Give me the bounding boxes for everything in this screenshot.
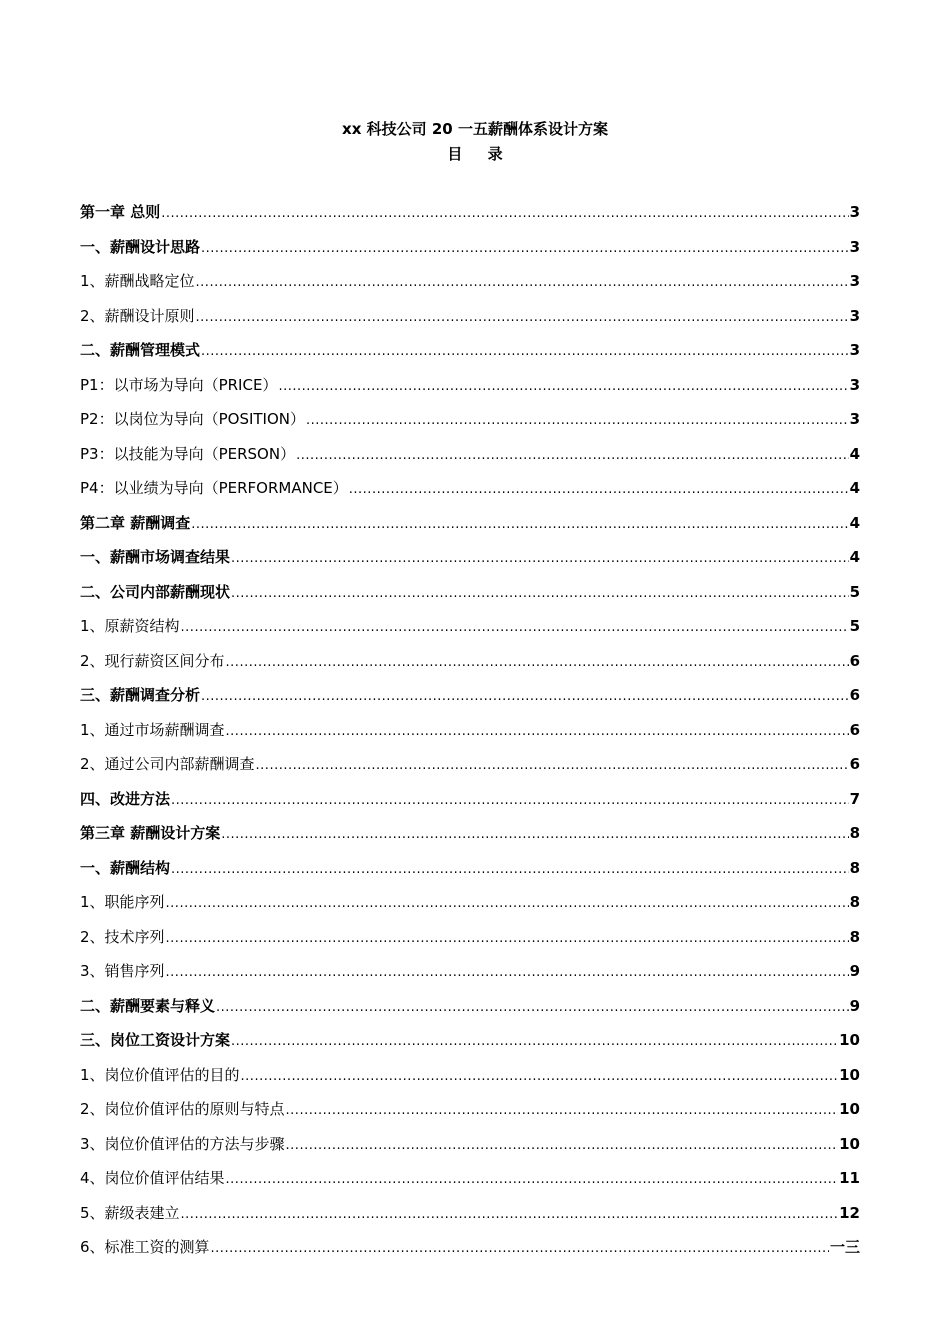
toc-entry-page-number: 5 — [849, 582, 860, 601]
toc-entry[interactable] — [80, 1133, 860, 1168]
toc-entry-label: 第一章 总则 — [80, 203, 161, 221]
toc-entry[interactable] — [80, 512, 860, 547]
toc-entry[interactable] — [80, 753, 860, 788]
toc-entry-page-number: 3 — [849, 341, 860, 359]
toc-entry-label: 2、现行薪资区间分布 — [80, 651, 225, 670]
toc-entry-label: 第二章 薪酬调查 — [80, 513, 191, 532]
toc-entry-label: 1、原薪资结构 — [80, 617, 180, 635]
toc-entry-label: 一、薪酬结构 — [80, 858, 171, 877]
toc-entry[interactable] — [80, 236, 860, 271]
toc-entry[interactable] — [80, 615, 860, 650]
toc-entry-page-number: 3 — [849, 375, 860, 394]
toc-entry-label: 5、薪级表建立 — [80, 1203, 180, 1222]
toc-leader-dots — [226, 721, 849, 743]
toc-entry-page-number: 8 — [849, 824, 860, 842]
toc-heading: 目 录 — [447, 145, 513, 163]
toc-leader-dots — [226, 652, 849, 674]
toc-entry-page-number: 11 — [839, 1169, 860, 1187]
toc-entry-page-number: 3 — [849, 272, 860, 290]
toc-entry[interactable] — [80, 546, 860, 581]
toc-entry[interactable] — [80, 1167, 860, 1202]
toc-entry-page-number: 4 — [849, 548, 860, 566]
toc-entry-label: 1、职能序列 — [80, 893, 165, 911]
toc-leader-dots — [221, 824, 848, 846]
toc-entry[interactable] — [80, 822, 860, 857]
toc-entry[interactable] — [80, 891, 860, 926]
toc-leader-dots — [166, 928, 849, 950]
toc-entry-page-number: 10 — [839, 1100, 860, 1118]
toc-entry[interactable] — [80, 1098, 860, 1133]
toc-entry-page-number: 10 — [839, 1065, 860, 1084]
toc-entry[interactable] — [80, 1029, 860, 1064]
toc-leader-dots — [286, 1100, 839, 1122]
toc-entry-label: 四、改进方法 — [80, 789, 171, 808]
toc-entry-label: 6、标准工资的测算 — [80, 1238, 210, 1256]
toc-leader-dots — [306, 410, 849, 432]
toc-entry[interactable] — [80, 650, 860, 685]
toc-entry-label: P1：以市场为导向（PRICE） — [80, 375, 278, 394]
toc-entry-label: 2、通过公司内部薪酬调查 — [80, 755, 255, 773]
toc-entry-label: 1、通过市场薪酬调查 — [80, 720, 225, 739]
toc-entry-page-number: 12 — [839, 1203, 860, 1222]
toc-entry[interactable] — [80, 684, 860, 719]
toc-entry-label: 二、公司内部薪酬现状 — [80, 582, 231, 601]
toc-entry-label: 一、薪酬市场调查结果 — [80, 548, 231, 566]
toc-entry[interactable] — [80, 960, 860, 995]
toc-entry-label: 3、岗位价值评估的方法与步骤 — [80, 1134, 285, 1153]
toc-entry-page-number: 3 — [849, 237, 860, 256]
toc-entry[interactable] — [80, 374, 860, 409]
toc-entry-label: 4、岗位价值评估结果 — [80, 1169, 225, 1187]
toc-entry-page-number: 3 — [849, 306, 860, 325]
toc-entry-page-number: 6 — [849, 651, 860, 670]
toc-entry-page-number: 9 — [849, 962, 860, 980]
toc-entry-page-number: 10 — [839, 1031, 860, 1049]
toc-entry-label: P2：以岗位为导向（POSITION） — [80, 410, 306, 428]
toc-entry-label: 三、薪酬调查分析 — [80, 686, 201, 704]
toc-entry[interactable] — [80, 788, 860, 823]
toc-entry-page-number: 6 — [849, 686, 860, 704]
toc-leader-dots — [166, 962, 849, 984]
table-of-contents — [80, 201, 860, 1271]
toc-entry[interactable] — [80, 1064, 860, 1099]
toc-entry[interactable] — [80, 857, 860, 892]
toc-entry[interactable] — [80, 1236, 860, 1271]
toc-entry-label: 二、薪酬管理模式 — [80, 341, 201, 359]
toc-entry-page-number: 6 — [849, 755, 860, 773]
toc-entry[interactable] — [80, 339, 860, 374]
toc-entry[interactable] — [80, 719, 860, 754]
toc-leader-dots — [201, 238, 849, 260]
toc-entry[interactable] — [80, 443, 860, 478]
toc-entry-page-number: 5 — [849, 617, 860, 635]
toc-leader-dots — [196, 272, 849, 294]
toc-entry[interactable] — [80, 581, 860, 616]
toc-entry-label: 1、薪酬战略定位 — [80, 272, 195, 290]
toc-leader-dots — [181, 617, 849, 639]
toc-leader-dots — [256, 755, 849, 777]
toc-leader-dots — [201, 686, 849, 708]
toc-leader-dots — [296, 445, 848, 467]
toc-entry-label: P4：以业绩为导向（PERFORMANCE） — [80, 479, 348, 497]
toc-entry[interactable] — [80, 995, 860, 1030]
toc-leader-dots — [201, 341, 849, 363]
toc-leader-dots — [286, 1135, 839, 1157]
toc-leader-dots — [278, 376, 848, 398]
toc-entry-label: 2、岗位价值评估的原则与特点 — [80, 1100, 285, 1118]
toc-entry[interactable] — [80, 1202, 860, 1237]
toc-entry-label: 一、薪酬设计思路 — [80, 237, 201, 256]
toc-entry-page-number: 8 — [849, 927, 860, 946]
toc-entry[interactable] — [80, 270, 860, 305]
toc-leader-dots — [216, 997, 849, 1019]
toc-entry[interactable] — [80, 305, 860, 340]
toc-entry-page-number: 8 — [849, 858, 860, 877]
toc-entry[interactable] — [80, 201, 860, 236]
toc-entry-page-number: 4 — [849, 479, 860, 497]
toc-entry-page-number: 10 — [839, 1134, 860, 1153]
toc-entry-label: 三、岗位工资设计方案 — [80, 1031, 231, 1049]
toc-entry-label: 2、技术序列 — [80, 927, 165, 946]
toc-leader-dots — [231, 1031, 838, 1053]
toc-entry-label: 1、岗位价值评估的目的 — [80, 1065, 240, 1084]
toc-leader-dots — [211, 1238, 829, 1260]
toc-leader-dots — [171, 790, 849, 812]
toc-entry-page-number: 4 — [849, 444, 860, 463]
toc-entry-page-number: 6 — [849, 720, 860, 739]
toc-entry-page-number: 8 — [849, 893, 860, 911]
toc-entry-page-number: 4 — [849, 513, 860, 532]
toc-entry-page-number: 3 — [849, 410, 860, 428]
toc-entry-label: 二、薪酬要素与释义 — [80, 996, 216, 1015]
toc-entry-page-number: 一三 — [829, 1238, 860, 1256]
toc-entry-page-number: 9 — [849, 996, 860, 1015]
toc-entry[interactable] — [80, 477, 860, 512]
toc-entry-label: 2、薪酬设计原则 — [80, 306, 195, 325]
toc-leader-dots — [241, 1066, 839, 1088]
toc-entry-label: 第三章 薪酬设计方案 — [80, 824, 221, 842]
toc-leader-dots — [196, 307, 849, 329]
toc-leader-dots — [349, 479, 849, 501]
document-title: xx 科技公司 20 一五薪酬体系设计方案 — [342, 120, 608, 138]
toc-leader-dots — [181, 1204, 839, 1226]
toc-entry-page-number: 7 — [849, 789, 860, 808]
toc-leader-dots — [161, 203, 848, 225]
toc-leader-dots — [191, 514, 848, 536]
toc-entry-page-number: 3 — [849, 203, 860, 221]
toc-leader-dots — [226, 1169, 839, 1191]
toc-leader-dots — [171, 859, 849, 881]
toc-entry[interactable] — [80, 408, 860, 443]
toc-entry-label: P3：以技能为导向（PERSON） — [80, 444, 296, 463]
toc-leader-dots — [231, 583, 849, 605]
toc-leader-dots — [166, 893, 849, 915]
toc-leader-dots — [231, 548, 849, 570]
toc-entry-label: 3、销售序列 — [80, 962, 165, 980]
toc-entry[interactable] — [80, 926, 860, 961]
